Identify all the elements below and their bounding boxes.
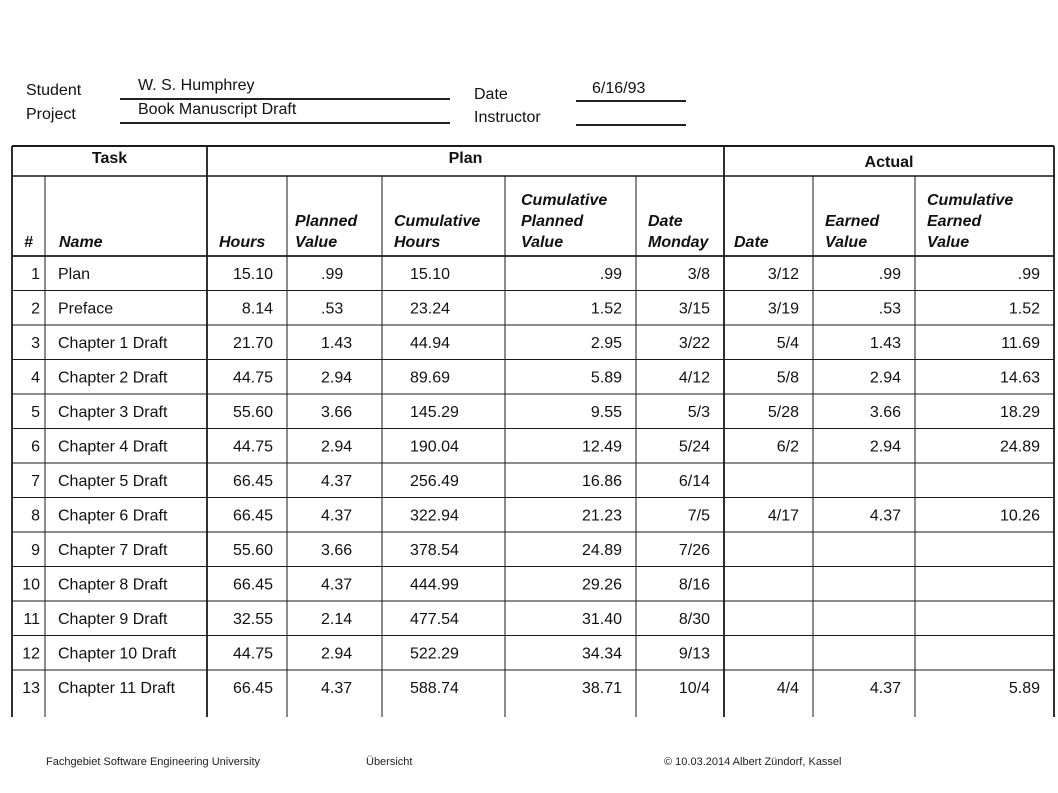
actual-date: 4/4	[776, 680, 799, 697]
planned-value: 4.37	[321, 680, 353, 697]
task-name: Chapter 5 Draft	[58, 473, 168, 490]
hours: 21.70	[232, 335, 273, 352]
hours: 44.75	[232, 438, 273, 456]
row-number: 7	[31, 473, 40, 490]
date-monday: 3/22	[678, 335, 710, 352]
hours: 66.45	[232, 576, 273, 594]
column-header-hours: Hours	[219, 234, 266, 251]
date-monday: 6/14	[678, 473, 710, 490]
cumulative-planned-value: 21.23	[581, 507, 622, 525]
task-name: Chapter 10 Draft	[58, 645, 177, 663]
row-number: 9	[31, 542, 40, 559]
actual-date: 5/28	[767, 404, 799, 421]
cumulative-earned-value: .99	[1017, 266, 1040, 283]
column-header-cum-planned-value: Planned	[521, 213, 584, 230]
date-monday: 4/12	[678, 369, 710, 387]
row-number: 11	[23, 611, 40, 628]
task-name: Chapter 1 Draft	[58, 335, 168, 352]
footer-title: Übersicht	[366, 756, 413, 768]
cumulative-earned-value: 5.89	[1008, 680, 1040, 697]
cumulative-hours: 15.10	[410, 266, 451, 283]
column-header-earned-value: Value	[825, 234, 868, 251]
hours: 32.55	[232, 611, 273, 628]
hours: 66.45	[232, 507, 273, 525]
group-header-task: Task	[91, 150, 128, 167]
cumulative-hours: 23.24	[410, 300, 451, 318]
row-number: 3	[31, 335, 40, 352]
group-header-plan: Plan	[448, 150, 483, 167]
group-header-actual: Actual	[864, 154, 914, 171]
cumulative-earned-value: 24.89	[999, 438, 1040, 456]
cumulative-planned-value: 1.52	[590, 300, 622, 318]
actual-date: 5/4	[776, 335, 799, 352]
row-number: 5	[31, 404, 40, 421]
hours: 55.60	[232, 542, 273, 559]
task-name: Chapter 8 Draft	[58, 576, 168, 594]
column-header-cum-earned-value: Earned	[927, 213, 982, 230]
row-number: 2	[31, 300, 40, 318]
cumulative-hours: 44.94	[410, 335, 451, 352]
earned-value: 2.94	[869, 369, 901, 387]
column-header-num: #	[24, 234, 33, 251]
planned-value: 4.37	[321, 473, 353, 490]
cumulative-planned-value: 16.86	[581, 473, 622, 490]
hours: 66.45	[232, 473, 273, 490]
task-name: Chapter 7 Draft	[58, 542, 168, 559]
row-number: 6	[31, 438, 40, 456]
date-monday: 5/3	[687, 404, 710, 421]
column-header-cum-hours: Cumulative	[394, 213, 481, 230]
task-name: Plan	[58, 266, 91, 283]
cumulative-planned-value: 12.49	[581, 438, 622, 456]
actual-date: 4/17	[767, 507, 799, 525]
planned-value: .53	[321, 300, 344, 318]
project-value: Book Manuscript Draft	[138, 101, 297, 118]
planned-value: 3.66	[321, 542, 353, 559]
cumulative-planned-value: 29.26	[581, 576, 622, 594]
column-header-cum-planned-value: Value	[521, 234, 564, 251]
earned-value: .99	[878, 266, 901, 283]
cumulative-planned-value: 9.55	[590, 404, 622, 421]
row-number: 12	[22, 645, 40, 663]
cumulative-hours: 190.04	[410, 438, 459, 456]
column-header-planned-value: Planned	[295, 213, 358, 230]
planned-value: 1.43	[321, 335, 353, 352]
date-monday: 7/5	[687, 507, 710, 525]
project-underline	[120, 122, 450, 124]
task-name: Chapter 3 Draft	[58, 404, 168, 421]
earned-value: .53	[878, 300, 901, 318]
date-monday: 8/30	[678, 611, 710, 628]
hours: 8.14	[241, 300, 273, 318]
hours: 66.45	[232, 680, 273, 697]
planned-value: 2.94	[321, 369, 353, 387]
column-header-date-monday: Date	[648, 213, 683, 230]
cumulative-planned-value: 38.71	[581, 680, 622, 697]
planned-value: .99	[321, 266, 344, 283]
earned-value: 1.43	[869, 335, 901, 352]
cumulative-planned-value: 31.40	[581, 611, 622, 628]
column-header-cum-earned-value: Value	[927, 234, 970, 251]
cumulative-hours: 145.29	[410, 404, 459, 421]
cumulative-earned-value: 1.52	[1008, 300, 1040, 318]
instructor-label: Instructor	[474, 109, 541, 126]
footer-copyright: © 10.03.2014 Albert Zündorf, Kassel	[664, 756, 842, 768]
row-number: 10	[22, 576, 40, 594]
cumulative-hours: 256.49	[410, 473, 459, 490]
task-name: Chapter 4 Draft	[58, 438, 168, 456]
cumulative-hours: 588.74	[410, 680, 459, 697]
student-label: Student	[26, 82, 82, 99]
row-number: 4	[31, 369, 40, 387]
task-name: Chapter 11 Draft	[58, 680, 176, 697]
column-header-date: Date	[734, 234, 769, 251]
planned-value: 4.37	[321, 576, 353, 594]
hours: 15.10	[232, 266, 273, 283]
planned-value: 2.14	[321, 611, 353, 628]
instructor-underline	[576, 124, 686, 126]
cumulative-planned-value: 5.89	[590, 369, 622, 387]
project-label: Project	[26, 106, 76, 123]
cumulative-planned-value: 34.34	[581, 645, 622, 663]
date-monday: 9/13	[678, 645, 710, 663]
earned-value: 4.37	[869, 680, 901, 697]
schedule-table	[10, 144, 1056, 719]
column-header-earned-value: Earned	[825, 213, 880, 230]
actual-date: 5/8	[776, 369, 799, 387]
earned-value: 3.66	[869, 404, 901, 421]
hours: 44.75	[232, 369, 273, 387]
cumulative-earned-value: 18.29	[999, 404, 1040, 421]
cumulative-hours: 322.94	[410, 507, 459, 525]
row-number: 13	[22, 680, 40, 697]
cumulative-earned-value: 11.69	[1001, 335, 1040, 352]
column-header-cum-planned-value: Cumulative	[521, 192, 608, 209]
task-name: Chapter 2 Draft	[58, 369, 168, 387]
task-name: Preface	[58, 300, 114, 318]
planned-value: 4.37	[321, 507, 353, 525]
cumulative-hours: 477.54	[410, 611, 459, 628]
student-underline	[120, 98, 450, 100]
actual-date: 3/12	[767, 266, 799, 283]
column-header-date-monday: Monday	[648, 234, 709, 251]
hours: 55.60	[232, 404, 273, 421]
cumulative-earned-value: 10.26	[999, 507, 1040, 525]
column-header-planned-value: Value	[295, 234, 338, 251]
date-monday: 10/4	[678, 680, 710, 697]
cumulative-hours: 444.99	[410, 576, 459, 594]
planned-value: 3.66	[321, 404, 353, 421]
cumulative-hours: 378.54	[410, 542, 459, 559]
earned-value: 4.37	[869, 507, 901, 525]
footer-department: Fachgebiet Software Engineering University	[46, 756, 261, 768]
planned-value: 2.94	[321, 645, 353, 663]
actual-date: 3/19	[767, 300, 799, 318]
date-monday: 8/16	[678, 576, 710, 594]
student-value: W. S. Humphrey	[138, 77, 255, 94]
cumulative-planned-value: 2.95	[590, 335, 622, 352]
date-monday: 7/26	[678, 542, 710, 559]
date-value: 6/16/93	[592, 80, 646, 97]
date-monday: 3/15	[678, 300, 710, 318]
hours: 44.75	[232, 645, 273, 663]
task-name: Chapter 6 Draft	[58, 507, 168, 525]
column-header-cum-hours: Hours	[394, 234, 441, 251]
actual-date: 6/2	[776, 438, 799, 456]
planned-value: 2.94	[321, 438, 353, 456]
cumulative-hours: 89.69	[410, 369, 451, 387]
date-label: Date	[474, 86, 508, 103]
task-name: Chapter 9 Draft	[58, 611, 168, 628]
date-monday: 5/24	[678, 438, 710, 456]
cumulative-planned-value: .99	[599, 266, 622, 283]
date-monday: 3/8	[687, 266, 710, 283]
cumulative-earned-value: 14.63	[999, 369, 1040, 387]
cumulative-hours: 522.29	[410, 645, 459, 663]
earned-value: 2.94	[869, 438, 901, 456]
column-header-cum-earned-value: Cumulative	[927, 192, 1014, 209]
row-number: 1	[31, 266, 40, 283]
cumulative-planned-value: 24.89	[581, 542, 622, 559]
date-underline	[576, 100, 686, 102]
row-number: 8	[31, 507, 40, 525]
column-header-name: Name	[59, 234, 103, 251]
